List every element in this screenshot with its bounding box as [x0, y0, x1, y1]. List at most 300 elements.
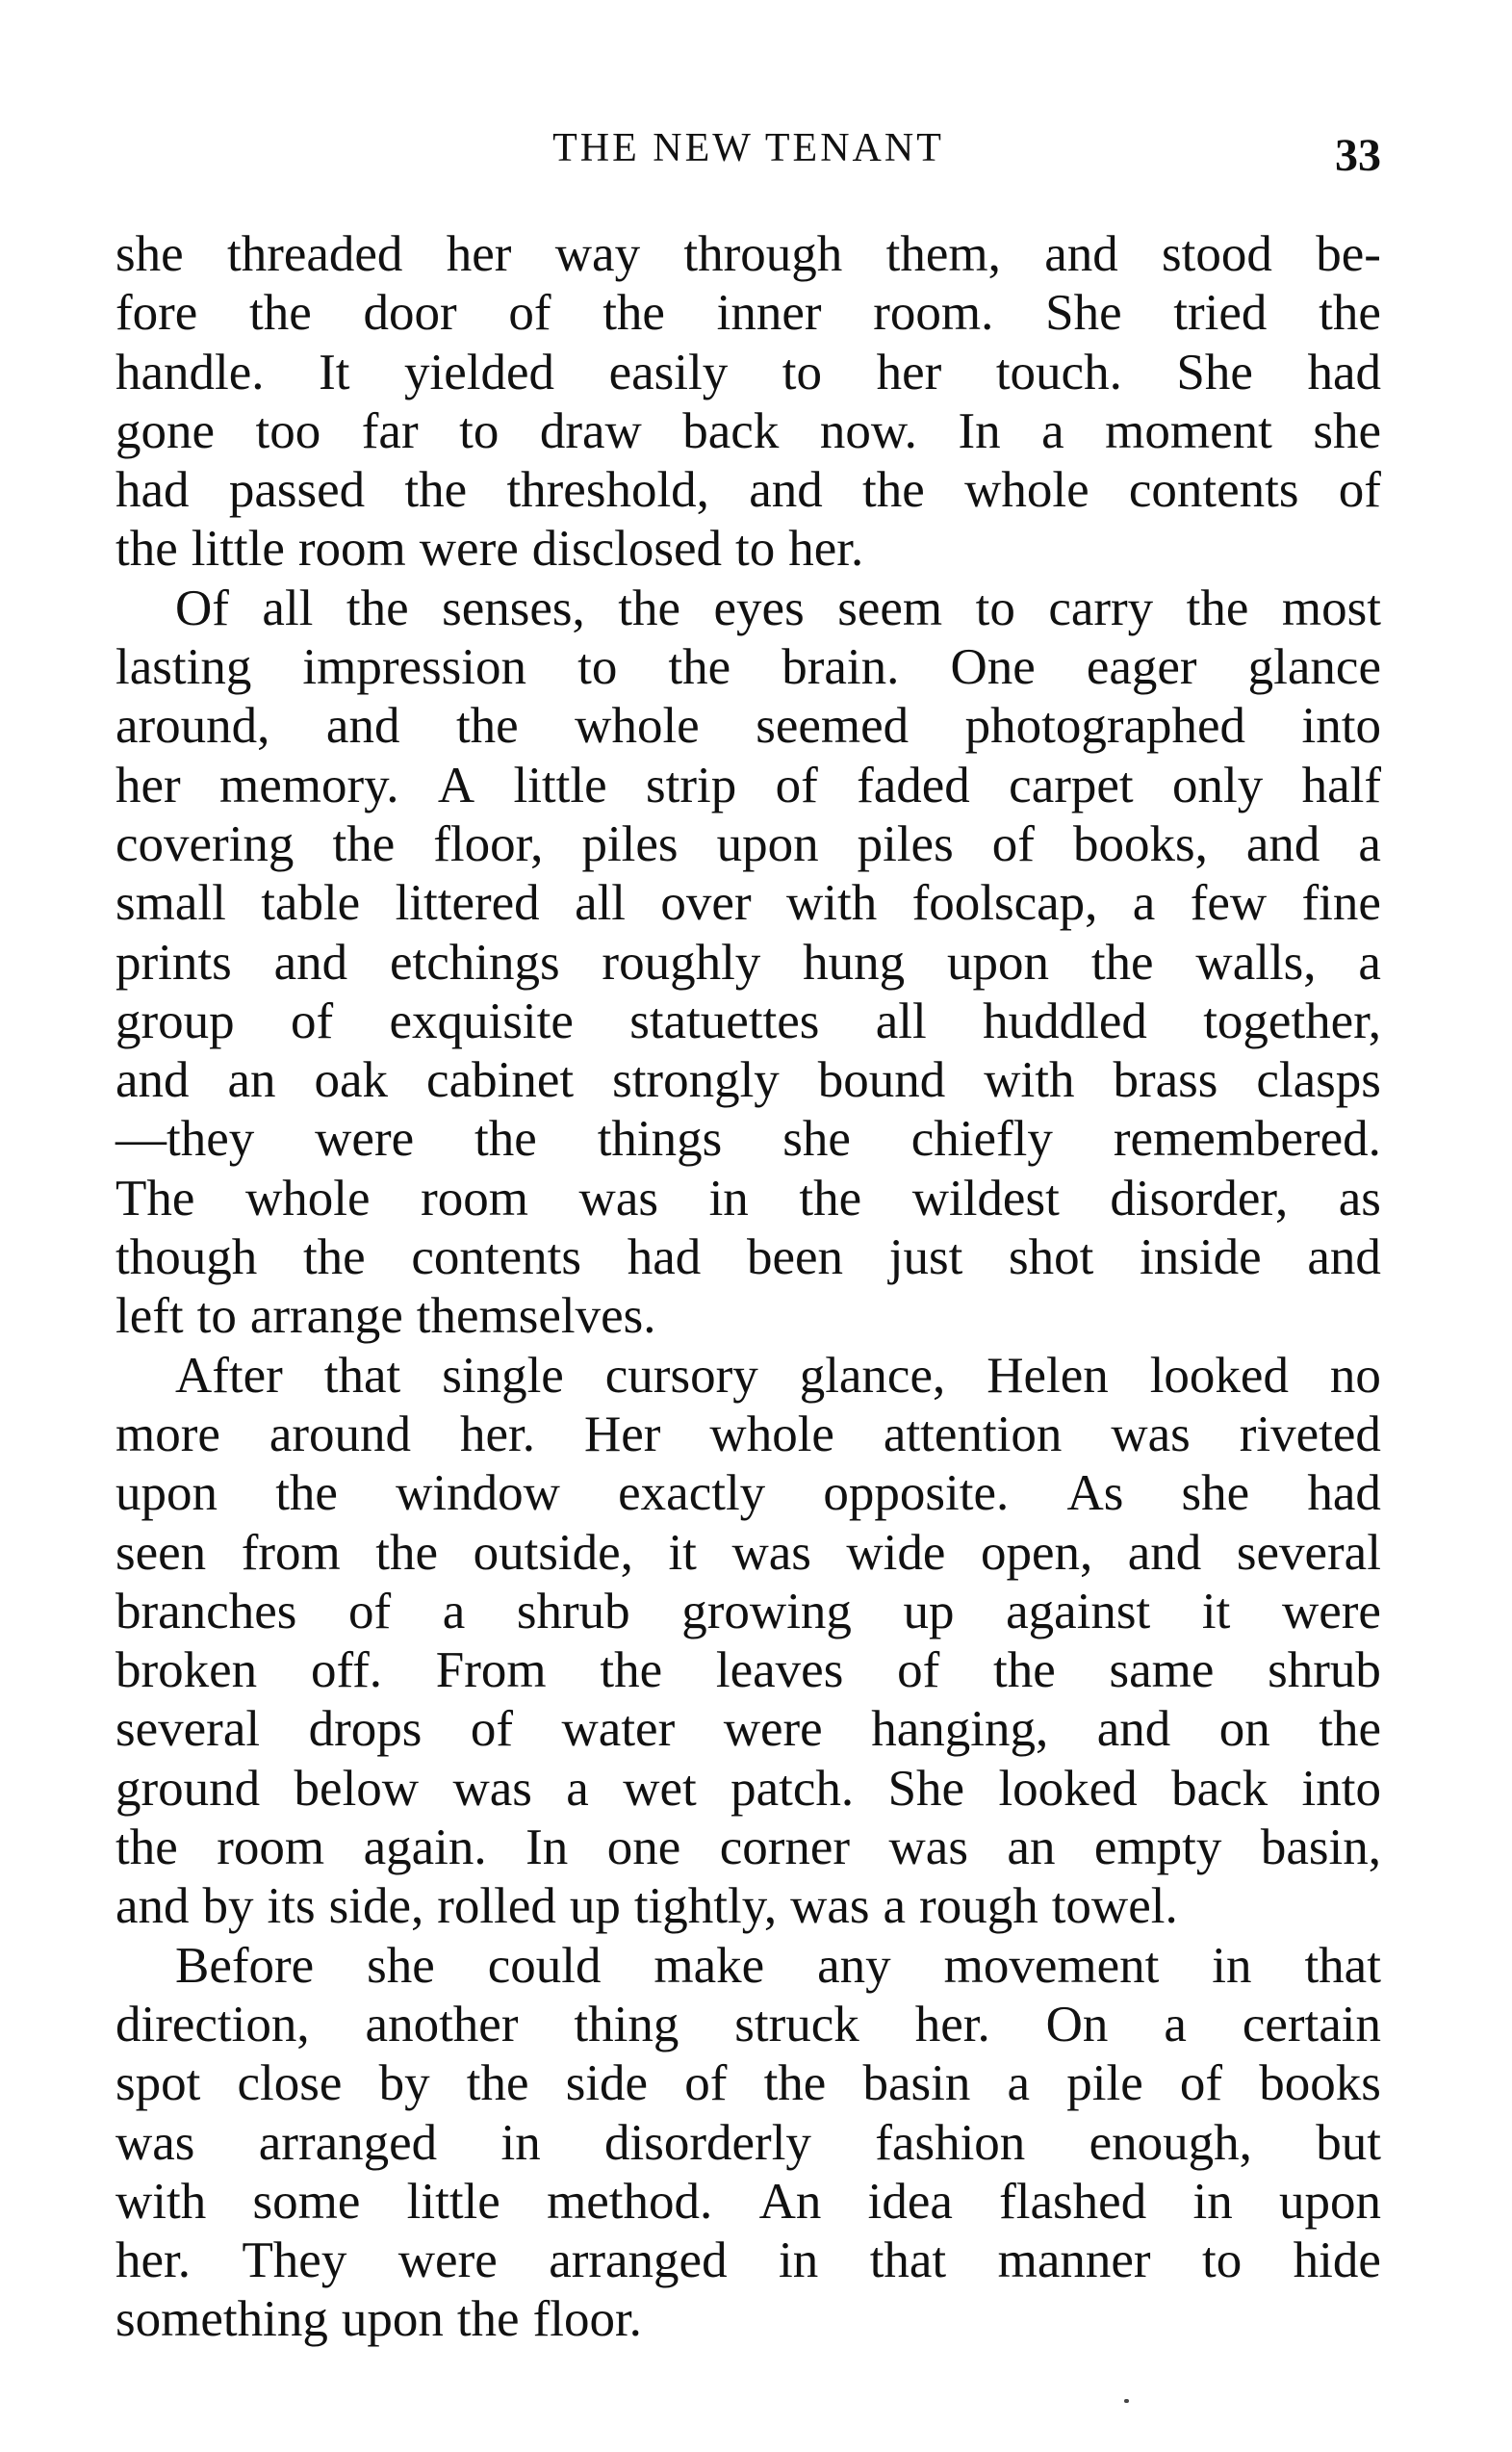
- word: were: [397, 2233, 498, 2289]
- word: of: [1338, 462, 1381, 519]
- word: easily: [608, 344, 729, 400]
- word: leaves: [715, 1642, 844, 1699]
- word: door: [363, 285, 457, 342]
- word: was: [790, 1878, 870, 1935]
- word: to: [782, 344, 823, 400]
- text-line: [115, 1819, 1381, 1877]
- word: the: [862, 462, 925, 519]
- word: As: [1066, 1465, 1124, 1522]
- word: eager: [1086, 639, 1197, 696]
- text-line: [115, 2114, 1381, 2173]
- word: memory.: [219, 757, 399, 813]
- paragraph: [115, 580, 1381, 1347]
- text-line: [115, 1110, 1381, 1169]
- text-line: [115, 1760, 1381, 1819]
- word: something: [115, 2291, 328, 2348]
- word: to: [975, 580, 1015, 636]
- word: prints: [115, 934, 232, 991]
- word: in: [500, 2114, 541, 2171]
- word: One: [950, 639, 1036, 696]
- word: and: [115, 1052, 190, 1109]
- word: had: [1307, 1465, 1381, 1522]
- text-line: [115, 402, 1381, 461]
- word: empty: [1093, 1820, 1222, 1876]
- word: The: [115, 1170, 195, 1226]
- text-line: [115, 993, 1381, 1051]
- word: she: [367, 1937, 435, 1994]
- word: little: [513, 757, 607, 813]
- text-line: [115, 1464, 1381, 1523]
- word: passed: [228, 462, 366, 519]
- word: enough,: [1089, 2114, 1252, 2171]
- word: moment: [1105, 402, 1272, 459]
- word: close: [237, 2055, 343, 2112]
- word: through: [683, 226, 843, 282]
- word: been: [746, 1229, 844, 1286]
- text-line: [115, 344, 1381, 402]
- word: against: [1006, 1583, 1151, 1639]
- print-speck: [1124, 2399, 1129, 2403]
- word: in: [1192, 2173, 1233, 2230]
- text-line: [115, 697, 1381, 756]
- word: hide: [1293, 2233, 1381, 2289]
- word: the: [474, 1111, 537, 1168]
- word: outside,: [473, 1524, 633, 1581]
- word: seen: [115, 1524, 207, 1581]
- word: an: [227, 1052, 276, 1109]
- word: below: [294, 1760, 420, 1817]
- word: had: [627, 1229, 702, 1286]
- running-title: THE NEW TENANT: [552, 126, 944, 170]
- word: a: [1164, 1996, 1187, 2052]
- word: wet: [623, 1760, 697, 1817]
- word: just: [888, 1229, 963, 1286]
- word: into: [1301, 1760, 1381, 1817]
- word: looked: [998, 1760, 1138, 1817]
- word: rolled: [437, 1878, 556, 1935]
- text-line: [115, 815, 1381, 874]
- text-line: [115, 2290, 1381, 2349]
- word: inner: [716, 285, 822, 342]
- word: foolscap,: [911, 875, 1098, 932]
- word: was: [888, 1820, 968, 1876]
- word: was: [731, 1524, 811, 1581]
- word: she: [1313, 402, 1381, 459]
- word: the: [1090, 934, 1154, 991]
- text-line: [115, 461, 1381, 520]
- word: wide: [846, 1524, 946, 1581]
- word: and: [1096, 1701, 1171, 1758]
- word: In: [525, 1820, 569, 1876]
- word: whole: [964, 462, 1089, 519]
- word: it: [1201, 1583, 1231, 1639]
- word: strongly: [612, 1052, 780, 1109]
- word: Helen: [987, 1347, 1109, 1404]
- text-line: [115, 2232, 1381, 2290]
- word: the: [115, 1820, 178, 1876]
- word: could: [487, 1937, 602, 1994]
- word: rough: [919, 1878, 1038, 1935]
- word: eyes: [713, 580, 805, 636]
- word: room: [421, 1170, 528, 1226]
- word: tightly,: [633, 1878, 778, 1935]
- word: books,: [1072, 815, 1208, 872]
- word: direction,: [115, 1996, 310, 2052]
- word: roughly: [602, 934, 761, 991]
- word: shot: [1009, 1229, 1094, 1286]
- word: all: [575, 875, 627, 932]
- word: stood: [1162, 226, 1272, 282]
- word: back: [682, 402, 780, 459]
- word: basin: [862, 2055, 971, 2112]
- word: of: [684, 2055, 728, 2112]
- word: basin,: [1260, 1820, 1381, 1876]
- word: the: [618, 580, 681, 636]
- word: opposite.: [823, 1465, 1010, 1522]
- word: floor,: [433, 815, 544, 872]
- word: disclosed: [531, 521, 723, 578]
- text-line: [115, 1583, 1381, 1641]
- word: all: [262, 580, 314, 636]
- word: ground: [115, 1760, 261, 1817]
- text-line: [115, 1170, 1381, 1228]
- word: upon: [1278, 2173, 1381, 2230]
- word: little: [406, 2173, 500, 2230]
- word: a: [1007, 2055, 1031, 2112]
- word: water: [561, 1701, 676, 1758]
- word: struck: [734, 1996, 859, 2052]
- word: her: [115, 757, 181, 813]
- word: drops: [308, 1701, 423, 1758]
- word: she: [782, 1111, 851, 1168]
- word: the: [763, 2055, 827, 2112]
- word: floor.: [532, 2291, 642, 2348]
- word: chiefly: [910, 1111, 1053, 1168]
- word: shrub: [516, 1583, 630, 1639]
- word: walls,: [1195, 934, 1317, 991]
- word: the: [602, 285, 665, 342]
- word: the: [346, 580, 409, 636]
- word: no: [1329, 1347, 1381, 1404]
- word: room: [217, 1820, 325, 1876]
- text-line: [115, 284, 1381, 343]
- word: manner: [997, 2233, 1151, 2289]
- word: into: [1301, 698, 1381, 755]
- word: and: [1307, 1229, 1381, 1286]
- word: now.: [819, 402, 917, 459]
- word: growing: [681, 1583, 852, 1639]
- word: same: [1109, 1642, 1215, 1699]
- word: that: [1304, 1937, 1381, 1994]
- word: table: [261, 875, 361, 932]
- text-line: [115, 1877, 1381, 1936]
- word: on: [1218, 1701, 1270, 1758]
- word: over: [660, 875, 752, 932]
- word: the: [375, 1524, 439, 1581]
- word: remembered.: [1113, 1111, 1381, 1168]
- page-number: 33: [1335, 130, 1381, 181]
- word: the: [455, 698, 519, 755]
- word: of: [991, 815, 1035, 872]
- word: a: [1358, 815, 1381, 872]
- word: impression: [302, 639, 527, 696]
- word: arranged: [549, 2233, 728, 2289]
- word: She: [1045, 285, 1122, 342]
- word: broken: [115, 1642, 258, 1699]
- text-line: [115, 225, 1381, 284]
- word: a: [1041, 402, 1064, 459]
- word: the: [1186, 580, 1249, 636]
- word: the: [404, 462, 468, 519]
- word: some: [252, 2173, 361, 2230]
- text-line: [115, 1524, 1381, 1583]
- word: piles: [857, 815, 954, 872]
- word: too: [255, 402, 321, 459]
- word: wildest: [911, 1170, 1060, 1226]
- word: with: [785, 875, 878, 932]
- word: the: [115, 521, 178, 578]
- word: piles: [581, 815, 679, 872]
- word: looked: [1149, 1347, 1289, 1404]
- word: with: [115, 2173, 207, 2230]
- word: one: [606, 1820, 681, 1876]
- word: together,: [1203, 993, 1381, 1049]
- word: method.: [547, 2173, 713, 2230]
- word: Her: [584, 1406, 661, 1462]
- word: A: [437, 757, 475, 813]
- word: several: [1236, 1524, 1381, 1581]
- word: the: [332, 815, 396, 872]
- word: riveted: [1239, 1406, 1381, 1462]
- word: were: [723, 1701, 823, 1758]
- word: open,: [980, 1524, 1093, 1581]
- word: were: [315, 1111, 415, 1168]
- word: she: [1181, 1465, 1250, 1522]
- word: She: [887, 1760, 965, 1817]
- word: exquisite: [389, 993, 574, 1049]
- text-line: [115, 1347, 1381, 1406]
- word: thing: [574, 1996, 679, 2052]
- word: cabinet: [426, 1052, 575, 1109]
- text-line: [115, 2173, 1381, 2232]
- word: to: [577, 639, 618, 696]
- text-line: [115, 1051, 1381, 1110]
- word: yielded: [404, 344, 555, 400]
- word: and: [325, 698, 400, 755]
- word: a: [883, 1878, 907, 1935]
- word: threshold,: [506, 462, 709, 519]
- word: most: [1281, 580, 1381, 636]
- word: as: [1338, 1170, 1381, 1226]
- word: room.: [873, 285, 994, 342]
- word: themselves.: [416, 1288, 656, 1345]
- word: to: [196, 1288, 237, 1345]
- word: certain: [1242, 1996, 1381, 2052]
- word: the: [600, 1642, 663, 1699]
- word: few: [1190, 875, 1268, 932]
- word: flashed: [999, 2173, 1147, 2230]
- text-line: [115, 1996, 1381, 2054]
- word: covering: [115, 815, 295, 872]
- word: bound: [817, 1052, 946, 1109]
- word: was: [578, 1170, 658, 1226]
- word: the: [302, 1229, 366, 1286]
- word: disorder,: [1110, 1170, 1289, 1226]
- word: several: [115, 1701, 261, 1758]
- word: littered: [395, 875, 540, 932]
- text-line: [115, 638, 1381, 697]
- text-line: [115, 1406, 1381, 1464]
- word: around: [269, 1406, 412, 1462]
- text-line: [115, 874, 1381, 933]
- word: room: [297, 521, 406, 578]
- word: another: [365, 1996, 519, 2052]
- word: clasps: [1256, 1052, 1381, 1109]
- word: of: [508, 285, 551, 342]
- word: single: [442, 1347, 564, 1404]
- word: only: [1171, 757, 1264, 813]
- word: to: [459, 402, 500, 459]
- word: it: [668, 1524, 697, 1581]
- word: the: [799, 1170, 862, 1226]
- word: left: [115, 1288, 184, 1345]
- text-line: [115, 1228, 1381, 1287]
- word: On: [1045, 1996, 1109, 2052]
- word: statuettes: [629, 993, 820, 1049]
- word: Of: [175, 580, 229, 636]
- word: had: [115, 462, 190, 519]
- word: arrange: [249, 1288, 403, 1345]
- text-line: [115, 520, 1381, 579]
- word: off.: [310, 1642, 383, 1699]
- word: she: [115, 226, 184, 282]
- word: window: [396, 1465, 560, 1522]
- word: far: [361, 402, 419, 459]
- word: tried: [1173, 285, 1268, 342]
- word: inside: [1140, 1229, 1262, 1286]
- word: corner: [719, 1820, 851, 1876]
- word: make: [653, 1937, 765, 1994]
- word: things: [597, 1111, 723, 1168]
- word: brass: [1113, 1052, 1218, 1109]
- word: After: [175, 1347, 283, 1404]
- word: the: [249, 285, 312, 342]
- word: the: [1319, 1701, 1381, 1758]
- word: seemed: [756, 698, 910, 755]
- word: hung: [803, 934, 906, 991]
- word: were: [419, 521, 519, 578]
- word: and: [1127, 1524, 1202, 1581]
- word: contents: [1128, 462, 1299, 519]
- word: with: [984, 1052, 1075, 1109]
- word: her: [876, 344, 942, 400]
- word: a: [566, 1760, 589, 1817]
- word: was: [1111, 1406, 1191, 1462]
- word: side: [565, 2055, 649, 2112]
- word: spot: [115, 2055, 201, 2112]
- word: glance,: [799, 1347, 946, 1404]
- word: attention: [883, 1406, 1063, 1462]
- word: touch.: [995, 344, 1122, 400]
- word: disorderly: [604, 2114, 811, 2171]
- word: shrub: [1268, 1642, 1381, 1699]
- word: were: [1281, 1583, 1381, 1639]
- word: of: [291, 993, 334, 1049]
- word: faded: [857, 757, 970, 813]
- word: carpet: [1009, 757, 1134, 813]
- word: patch.: [730, 1760, 855, 1817]
- word: lasting: [115, 639, 252, 696]
- word: upon: [716, 815, 819, 872]
- word: but: [1316, 2114, 1381, 2171]
- word: group: [115, 993, 235, 1049]
- word: side,: [328, 1878, 424, 1935]
- word: threaded: [226, 226, 403, 282]
- word: and: [1245, 815, 1320, 872]
- word: her: [446, 226, 512, 282]
- word: an: [1007, 1820, 1056, 1876]
- word: upon: [115, 1465, 218, 1522]
- word: way: [554, 226, 641, 282]
- word: up: [903, 1583, 955, 1639]
- text-line: [115, 1287, 1381, 1346]
- word: the: [275, 1465, 338, 1522]
- word: upon: [341, 2291, 444, 2348]
- word: oak: [314, 1052, 389, 1109]
- word: small: [115, 875, 226, 932]
- word: again.: [363, 1820, 487, 1876]
- word: gone: [115, 402, 216, 459]
- word: cursory: [604, 1347, 758, 1404]
- word: half: [1301, 757, 1381, 813]
- paragraph: [115, 225, 1381, 580]
- word: Before: [175, 1937, 315, 1994]
- word: strip: [646, 757, 737, 813]
- word: of: [347, 1583, 392, 1639]
- word: whole: [244, 1170, 371, 1226]
- word: hanging,: [871, 1701, 1049, 1758]
- word: brain.: [782, 639, 900, 696]
- word: all: [875, 993, 927, 1049]
- word: upon: [946, 934, 1049, 991]
- word: in: [779, 2233, 819, 2289]
- word: from: [241, 1524, 341, 1581]
- word: towel.: [1051, 1878, 1178, 1935]
- word: by: [202, 1878, 254, 1935]
- word: them,: [885, 226, 1001, 282]
- word: An: [758, 2173, 822, 2230]
- word: exactly: [618, 1465, 766, 1522]
- word: her.: [914, 1996, 990, 2052]
- word: of: [470, 1701, 514, 1758]
- word: her.: [115, 2233, 191, 2289]
- body-text: [115, 225, 1381, 2350]
- word: little: [191, 521, 285, 578]
- word: fashion: [875, 2114, 1026, 2171]
- word: of: [897, 1642, 940, 1699]
- word: back: [1171, 1760, 1269, 1817]
- word: books: [1259, 2055, 1381, 2112]
- word: and: [749, 462, 823, 519]
- word: the: [1319, 285, 1381, 342]
- word: It: [319, 344, 350, 400]
- word: the: [466, 2055, 529, 2112]
- word: the: [456, 2291, 520, 2348]
- word: and: [273, 934, 348, 991]
- word: movement: [943, 1937, 1160, 1994]
- word: and: [1044, 226, 1118, 282]
- word: a: [442, 1583, 466, 1639]
